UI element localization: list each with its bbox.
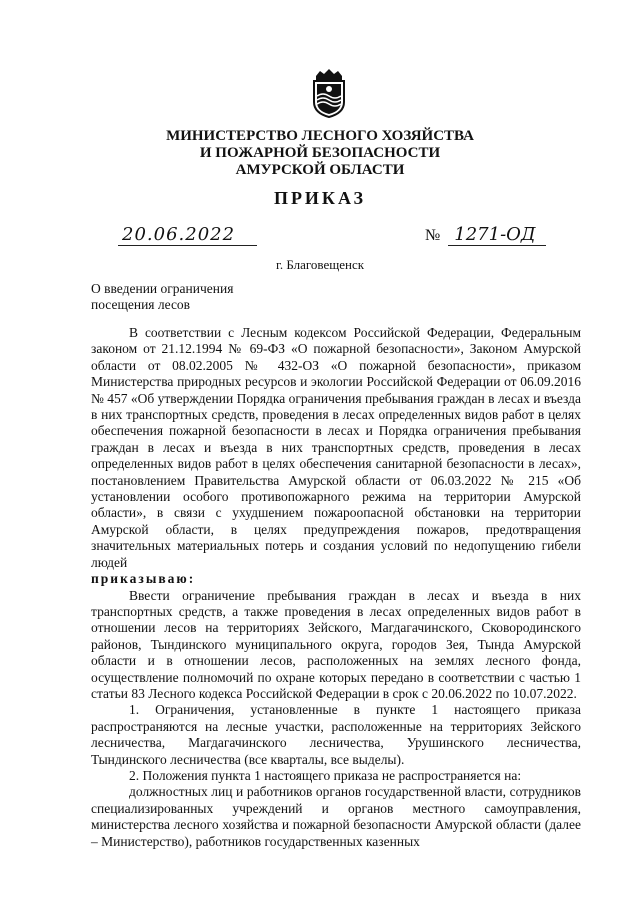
header-line-3: АМУРСКОЙ ОБЛАСТИ (235, 162, 405, 178)
document-type-title: ПРИКАЗ (273, 188, 367, 208)
document-number (425, 224, 546, 246)
paragraph-4: должностных лиц и работников органов государственной власти, сотрудников специализированных учреждений и органов местного самоуправления, министерства лесного хозяйства и пожарной безопасности Амурской области (далее – Министерство), работников государственных казенных (91, 784, 581, 849)
paragraph-3: 2. Положения пункта 1 настоящего приказа не распространяется на: (129, 767, 522, 783)
coat-of-arms-icon (310, 68, 348, 118)
subject-line-1: О введении ограничения (91, 281, 234, 296)
preamble-paragraph: В соответствии с Лесным кодексом Российской Федерации, Федеральным законом от 21.12.1994 № 69-ФЗ «О пожарной безопасности», Законом Амурской области от 08.02.2005 № 432-ОЗ «О пожарной безопасности», приказом Министерства природных ресурсов и экологии Российской Федерации от 06.09.2016 № 457 «Об утверждении Порядка ограничения пребывания граждан в лесах и въезда в них транспортных средств, проведения в лесах определенных видов работ в целях обеспечения пожарной безопасности в лесах и Порядка ограничения пребывания граждан в лесах и въезда в них транспортных средств, проведения в лесах определенных видов работ в целях обеспечения санитарной безопасности в лесах», постановлением Правительства Амурской области от 06.03.2022 № 215 «Об установлении особого противопожарного режима на территории Амурской области», в связи с ухудшением пожароопасной обстановки на территории Амурской области, в целях предупреждения пожаров, предотвращения значительных материальных потерь и создания условий по недопущению гибели людей (91, 325, 581, 570)
ministry-header (0, 128, 640, 179)
order-body (91, 325, 581, 850)
number-sign: № (425, 227, 441, 244)
paragraph-1: Ввести ограничение пребывания граждан в лесах и въезда в них транспортных средств, а также проведения в лесах определенных видов работ в отношении лесов на территориях Зейского, Магдагачинского, Сковородинского районов, Тындинского муниципального округа, городов Зея, Тында Амурской области и в отношении лесов, расположенных на землях лесного фонда, осуществление полномочий по охране которых передано в соответствии с частью 1 статьи 83 Лесного кодекса Российской Федерации в срок с 20.06.2022 по 10.07.2022. (91, 587, 581, 701)
order-subject (91, 281, 233, 313)
handwritten-number: 1271-ОД (448, 224, 546, 246)
order-word: приказываю: (91, 571, 196, 587)
subject-line-2: посещения лесов (91, 297, 191, 312)
header-line-1: МИНИСТЕРСТВО ЛЕСНОГО ХОЗЯЙСТВА (166, 128, 474, 144)
city-line: г. Благовещенск (275, 257, 365, 272)
header-line-2: И ПОЖАРНОЙ БЕЗОПАСНОСТИ (199, 145, 441, 161)
handwritten-date: 20.06.2022 (118, 224, 257, 246)
paragraph-2: 1. Ограничения, установленные в пункте 1 настоящего приказа распространяются на лесные участки, расположенные на территориях Зейского лесничества, Магдагачинского лесничества, Урушинского лесничества, Тындинского лесничества (все кварталы, все выделы). (91, 702, 581, 767)
